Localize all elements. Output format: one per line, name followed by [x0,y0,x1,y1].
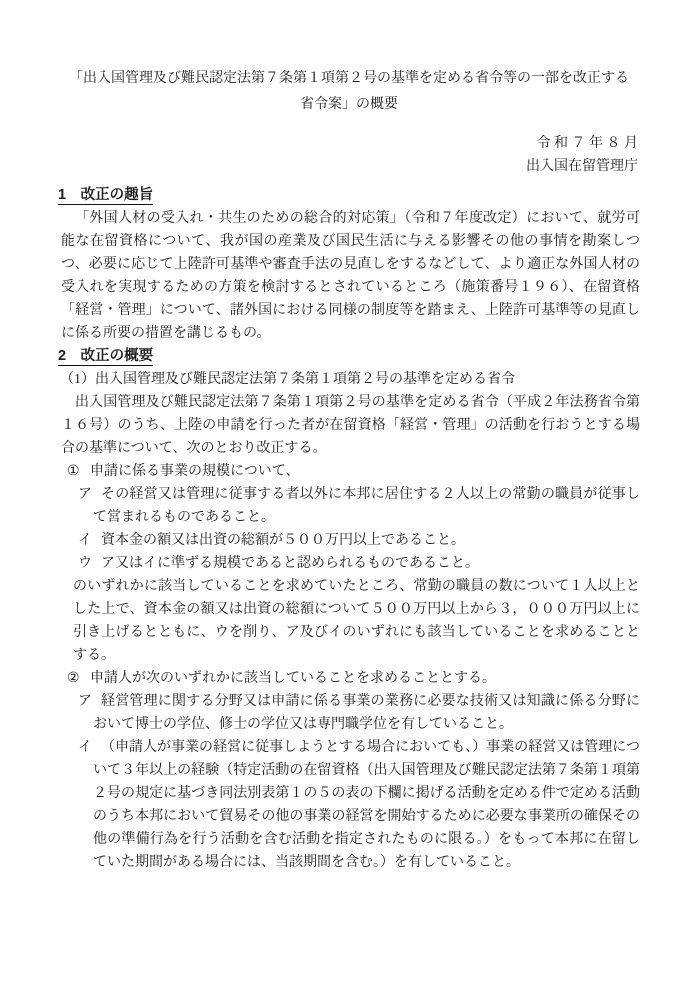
list-item-2 [67,667,640,690]
document-date: 令 和 ７ 年 ８ 月 [536,136,638,151]
item2-marker: ② [67,671,80,686]
section-2 [58,345,640,874]
item1-subitem-u [78,552,640,575]
item2-subitem-a-text: 経営管理に関する分野又は申請に係る事業の業務に必要な技術又は知識に係る分野において博士の学位、修士の学位又は専門職学位を有していること。 [93,694,640,732]
title-line-1: 「出入国管理及び難民認定法第７条第１項第２号の基準を定める省令等の一部を改正する [69,71,629,86]
item2-subitem-i-text: （申請人が事業の経営に従事しようとする場合においても、）事業の経営又は管理について３年以上の経験（特定活動の在留資格（出入国管理及び難民認定法第７条第１項第２号の規定に基づき同法別表第１の５の表の下欄に掲げる活動を定める件で定める活動のうち本邦において貿易その他の事業の経営を開始するために必要な事業所の確保その他の準備行為を行う活動を含む活動を指定されたものに限る。）をもって本邦に在留していた期間がある場合には、当該期間を含む。）を有していること。 [93,740,640,870]
item1-text: 申請に係る事業の規模について、 [90,464,300,479]
section1-heading [58,184,640,207]
item2-subitem-a [78,690,640,736]
section-1 [58,184,640,345]
item1-subitem-a [78,483,640,529]
item2-subitem-a-marker: ア [78,694,92,709]
item1-subitem-i-marker: イ [78,533,92,548]
item1-subitem-i [78,529,640,552]
section1-heading-text: 1 改正の趣旨 [58,187,154,203]
item1-subitem-a-text: その経営又は管理に従事する者以外に本邦に居住する２人以上の常勤の職員が従事して営まれるものであること。 [93,487,640,525]
section2-heading-text: 2 改正の概要 [58,348,154,364]
date-agency-block [58,132,640,178]
agency-name: 出入国在留管理庁 [526,159,638,174]
subsection1-intro: 出入国管理及び難民認定法第７条第１項第２号の基準を定める省令（平成２年法務省令第１６号）のうち、上陸の申請を行った者が在留資格「経営・管理」の活動を行おうとする場合の基準について、次のとおり改正する。 [61,395,640,456]
subsection1-heading: （1）出入国管理及び難民認定法第７条第１項第２号の基準を定める省令 [60,372,515,387]
title-line-2: 省令案」の概要 [300,97,398,112]
item1-subitem-i-text: 資本金の額又は出資の総額が５００万円以上であること。 [101,533,465,548]
list-item-1 [67,460,640,483]
item1-subitem-a-marker: ア [78,487,92,502]
item1-subitem-u-marker: ウ [78,556,92,571]
item1-marker: ① [67,464,80,479]
item2-subitem-i [78,736,640,874]
document-title [58,66,640,118]
item1-conclusion: のいずれかに該当していることを求めていたところ、常勤の職員の数について１人以上とした上で、資本金の額又は出資の総額について５００万円以上から３，０００万円以上に引き上げるとともに、ウを削り、ア及びイのいずれにも該当していることを求めることとする。 [73,579,640,663]
item2-subitem-i-marker: イ [78,740,92,755]
section1-body: 「外国人材の受入れ・共生のための総合的対応策」（令和７年度改定）において、就労可能な在留資格について、我が国の産業及び国民生活に与える影響その他の事情を勘案しつつ、必要に応じて上陸許可基準や審査手法の見直しをするなどして、より適正な外国人材の受入れを実現するための方策を検討するとされているところ（施策番号１９６）、在留資格「経営・管理」について、諸外国における同様の制度等を踏まえ、上陸許可基準等の見直しに係る所要の措置を講じるもの。 [61,211,640,341]
item2-text: 申請人が次のいずれかに該当していることを求めることとする。 [90,671,496,686]
item1-subitem-u-text: ア又はイに準ずる規模であると認められるものであること。 [101,556,479,571]
section2-heading [58,345,640,368]
